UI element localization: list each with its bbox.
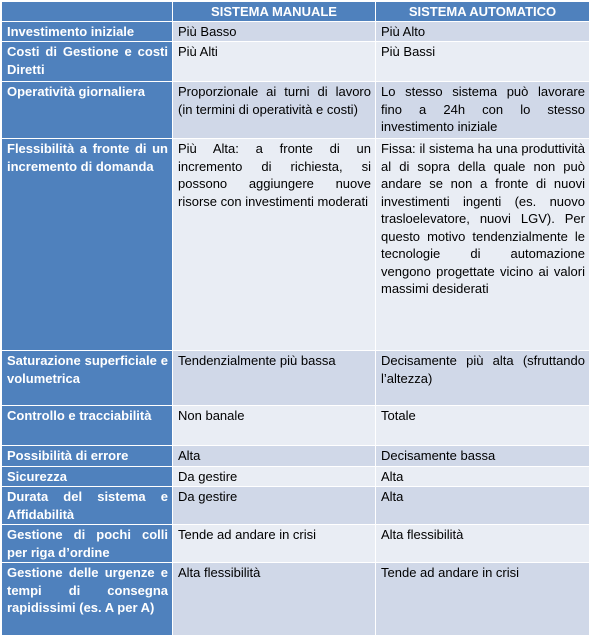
row-automatic-value: Tende ad andare in crisi <box>376 563 590 636</box>
row-manual-value: Tende ad andare in crisi <box>173 525 376 563</box>
header-manual: SISTEMA MANUALE <box>173 2 376 22</box>
row-manual-value: Da gestire <box>173 466 376 487</box>
row-criterion: Saturazione superficiale e volumetrica <box>2 351 173 406</box>
row-criterion: Durata del sistema e Affidabilità <box>2 487 173 525</box>
header-automatic: SISTEMA AUTOMATICO <box>376 2 590 22</box>
row-automatic-value: Decisamente più alta (sfruttando l’altezza) <box>376 351 590 406</box>
row-automatic-value: Alta <box>376 487 590 525</box>
row-automatic-value: Fissa: il sistema ha una produttività al di sopra della quale non può andare se non a fronte di nuovi investimenti ingenti (es. nuovo trasloelevatore, nuovi LGV). Per questo motivo tendenzialmente le tecnologie di automazione vengono progettate vicino ai valori massimi desiderati <box>376 139 590 351</box>
row-criterion: Controllo e tracciabilità <box>2 406 173 446</box>
row-criterion: Gestione delle urgenze e tempi di consegna rapidissimi (es. A per A) <box>2 563 173 636</box>
table-row <box>2 42 590 82</box>
table-row <box>2 563 590 636</box>
row-criterion: Investimento iniziale <box>2 21 173 42</box>
row-criterion: Possibilità di errore <box>2 446 173 467</box>
table-row <box>2 525 590 563</box>
table-row <box>2 487 590 525</box>
row-automatic-value: Lo stesso sistema può lavorare fino a 24h con lo stesso investimento iniziale <box>376 82 590 139</box>
table-row <box>2 21 590 42</box>
row-criterion: Sicurezza <box>2 466 173 487</box>
table-row <box>2 446 590 467</box>
row-manual-value: Alta <box>173 446 376 467</box>
row-criterion: Gestione di pochi colli per riga d’ordine <box>2 525 173 563</box>
table-row <box>2 466 590 487</box>
row-manual-value: Alta flessibilità <box>173 563 376 636</box>
header-row <box>2 2 590 22</box>
table-row <box>2 351 590 406</box>
row-manual-value: Più Basso <box>173 21 376 42</box>
row-automatic-value: Più Alto <box>376 21 590 42</box>
row-automatic-value: Più Bassi <box>376 42 590 82</box>
row-manual-value: Più Alta: a fronte di un incremento di richiesta, si possono aggiungere nuove risorse con investimenti moderati <box>173 139 376 351</box>
row-automatic-value: Decisamente bassa <box>376 446 590 467</box>
row-manual-value: Proporzionale ai turni di lavoro (in termini di operatività e costi) <box>173 82 376 139</box>
table-row <box>2 82 590 139</box>
row-manual-value: Tendenzialmente più bassa <box>173 351 376 406</box>
row-criterion: Costi di Gestione e costi Diretti <box>2 42 173 82</box>
row-manual-value: Non banale <box>173 406 376 446</box>
row-manual-value: Più Alti <box>173 42 376 82</box>
row-criterion: Operatività giornaliera <box>2 82 173 139</box>
table-row <box>2 139 590 351</box>
row-automatic-value: Totale <box>376 406 590 446</box>
row-automatic-value: Alta flessibilità <box>376 525 590 563</box>
table-row <box>2 406 590 446</box>
header-corner <box>2 2 173 22</box>
row-criterion: Flessibilità a fronte di un incremento di domanda <box>2 139 173 351</box>
row-automatic-value: Alta <box>376 466 590 487</box>
row-manual-value: Da gestire <box>173 487 376 525</box>
comparison-table <box>1 1 590 636</box>
